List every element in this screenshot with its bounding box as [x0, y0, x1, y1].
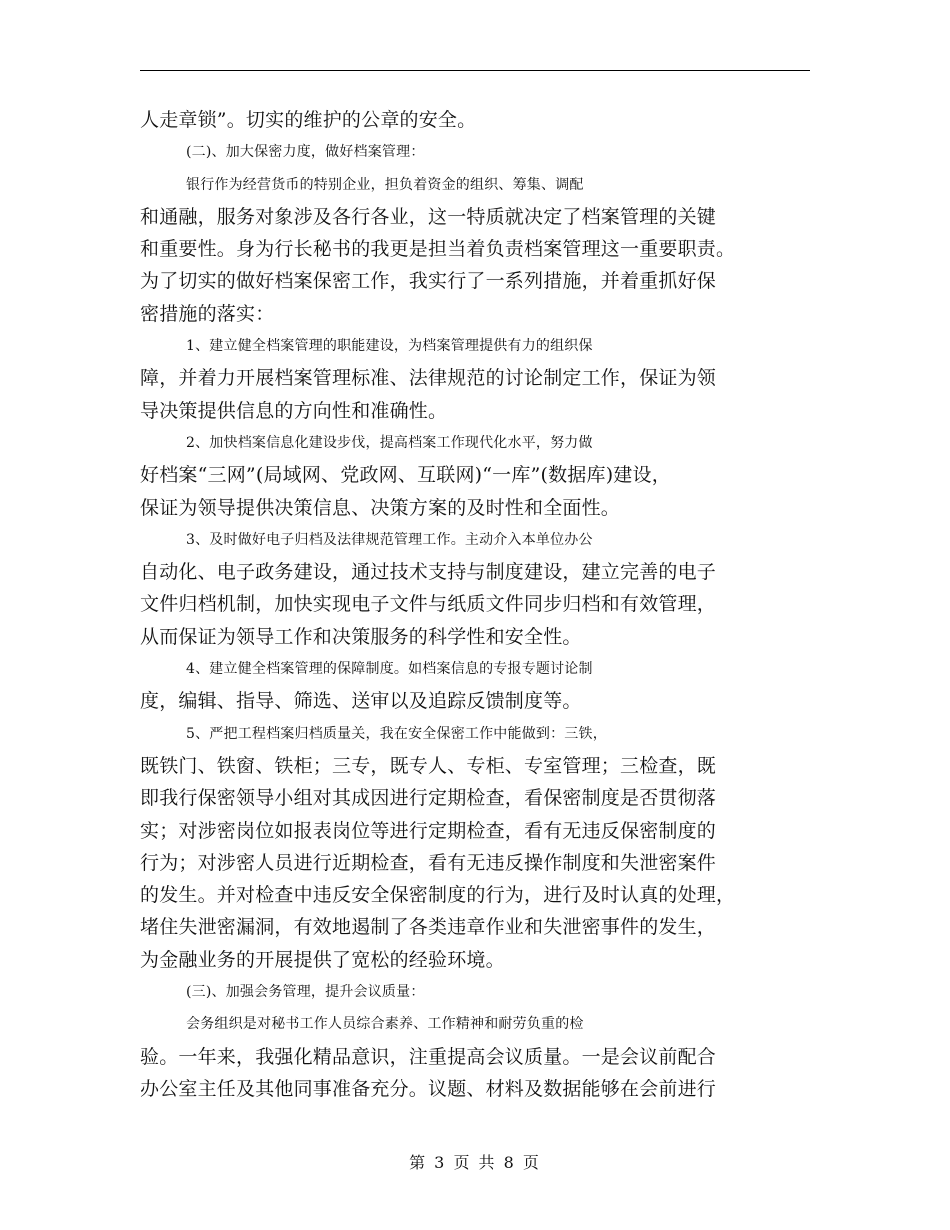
text-line: (二)、加大保密力度，做好档案管理：: [186, 144, 425, 161]
text-line: 的发生。并对检查中违反安全保密制度的行为，进行及时认真的处理，: [140, 884, 736, 907]
text-line: 为金融业务的开展提供了宽松的经验环境。: [140, 948, 505, 971]
text-line: 人走章锁”。切实的维护的公章的安全。: [140, 109, 477, 131]
text-line: 行为；对涉密人员进行近期检查，看有无违反操作制度和失泄密案件: [140, 851, 717, 874]
text-line: 文件归档机制，加快实现电子文件与纸质文件同步归档和有效管理，: [140, 593, 717, 616]
text-line: 和重要性。身为行长秘书的我更是担当着负责档案管理这一重要职责。: [140, 238, 736, 261]
text-line: 验。一年来，我强化精品意识，注重提高会议质量。一是会议前配合: [140, 1045, 717, 1068]
text-line: 自动化、电子政务建设，通过技术支持与制度建设，建立完善的电子: [140, 561, 717, 584]
text-line: 既铁门、铁窗、铁柜；三专，既专人、专柜、专室管理；三检查，既: [140, 754, 717, 777]
text-line: 导决策提供信息的方向性和准确性。: [140, 399, 448, 422]
text-line: 会务组织是对秘书工作人员综合素养、工作精神和耐劳负重的检: [186, 1016, 584, 1033]
document-body: [140, 104, 810, 1105]
text-line: 度，编辑、指导、筛选、送审以及追踪反馈制度等。: [140, 690, 582, 713]
text-line: 从而保证为领导工作和决策服务的科学性和安全性。: [140, 625, 582, 648]
text-line: 和通融，服务对象涉及各行各业，这一特质就决定了档案管理的关键: [140, 205, 717, 228]
header-rule: [140, 70, 810, 71]
text-line: 堵住失泄密漏洞，有效地遏制了各类违章作业和失泄密事件的发生，: [140, 916, 717, 939]
text-line: 密措施的落实：: [140, 302, 275, 325]
text-line: 3、及时做好电子归档及法律规范管理工作。主动介入本单位办公: [186, 531, 593, 548]
page-footer: 第 3 页 共 8 页: [409, 1153, 541, 1172]
text-line: 5、严把工程档案归档质量关，我在安全保密工作中能做到：三铁，: [186, 725, 607, 742]
text-line: 2、加快档案信息化建设步伐，提高档案工作现代化水平，努力做: [186, 434, 593, 451]
text-line: 4、建立健全档案管理的保障制度。如档案信息的专报专题讨论制: [186, 661, 593, 678]
text-line: 好档案“三网”(局域网、党政网、互联网)“一库”(数据库)建设，: [140, 464, 671, 487]
text-line: 为了切实的做好档案保密工作，我实行了一系列措施，并着重抓好保: [140, 270, 717, 293]
text-line: 1、建立健全档案管理的职能建设，为档案管理提供有力的组织保: [186, 338, 593, 355]
text-line: 即我行保密领导小组对其成因进行定期检查，看保密制度是否贯彻落: [140, 787, 717, 810]
text-line: 银行作为经营货币的特别企业，担负着资金的组织、筹集、调配: [186, 176, 584, 193]
text-line: 办公室主任及其他同事准备充分。议题、材料及数据能够在会前进行: [140, 1077, 717, 1100]
text-line: (三)、加强会务管理，提升会议质量：: [186, 984, 425, 1001]
text-line: 保证为领导提供决策信息、决策方案的及时性和全面性。: [140, 496, 621, 519]
text-line: 障，并着力开展档案管理标准、法律规范的讨论制定工作，保证为领: [140, 367, 717, 390]
text-line: 实；对涉密岗位如报表岗位等进行定期检查，看有无违反保密制度的: [140, 819, 717, 842]
